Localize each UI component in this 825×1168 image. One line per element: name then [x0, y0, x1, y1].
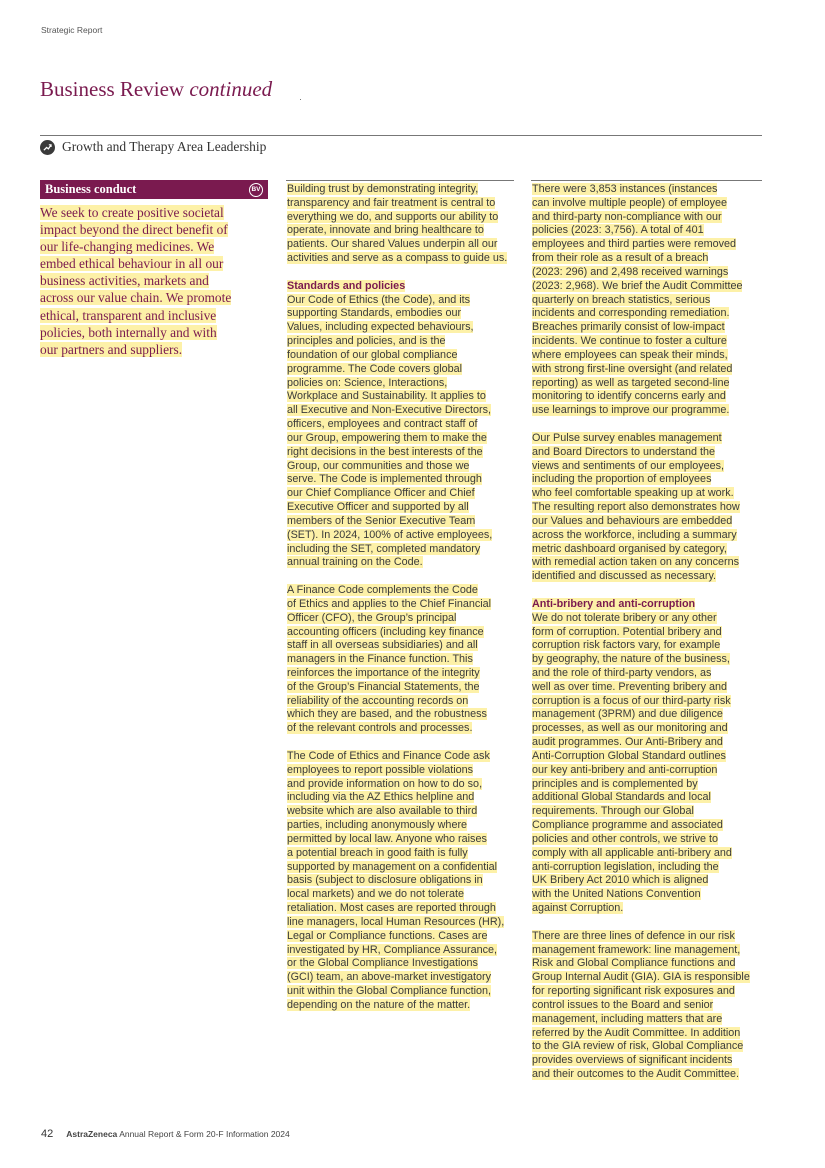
text-line: Breaches primarily consist of low-impact	[532, 321, 725, 334]
text-line: website which are also available to third	[287, 805, 478, 818]
column-divider-middle	[286, 180, 514, 181]
text-line: accounting officers (including key finance	[287, 625, 484, 638]
text-line: who feel comfortable speaking up at work.	[532, 487, 734, 500]
column-right	[532, 183, 764, 1096]
text-line: anti-corruption legislation, including the	[532, 860, 719, 873]
text-line: across our value chain. We promote	[40, 290, 232, 306]
body-paragraph	[287, 280, 519, 570]
body-paragraph	[532, 598, 764, 916]
text-line: with strong first-line oversight (and related	[532, 362, 733, 375]
text-line: permitted by local law. Anyone who raises	[287, 832, 487, 845]
text-line: reinforces the importance of the integrity	[287, 666, 480, 679]
text-line: There are three lines of defence in our risk	[532, 929, 735, 942]
text-line: basis (subject to disclosure obligations in	[287, 874, 483, 887]
text-line: depending on the nature of the matter.	[287, 998, 471, 1011]
text-line: our Chief Compliance Officer and Chief	[287, 487, 475, 500]
text-line: activities and serve as a compass to guide us.	[287, 252, 508, 265]
text-line: Building trust by demonstrating integrity,	[287, 183, 479, 195]
text-line: well as over time. Preventing bribery and	[532, 680, 728, 693]
text-line: impact beyond the direct benefit of	[40, 222, 228, 238]
text-line: annual training on the Code.	[287, 556, 423, 569]
text-line: of the relevant controls and processes.	[287, 722, 473, 735]
text-line: employees and third parties were removed	[532, 238, 737, 251]
business-conduct-header	[40, 180, 268, 199]
text-line: requirements. Through our Global	[532, 805, 694, 818]
text-line: our Group, empowering them to make the	[287, 431, 487, 444]
text-line: policies (2023: 3,756). A total of 401	[532, 224, 704, 237]
text-line: principles and policies, and is the	[287, 335, 446, 348]
section-heading: Standards and policies	[287, 279, 406, 292]
text-line: comply with all applicable anti-bribery and	[532, 846, 732, 859]
text-line: referred by the Audit Committee. In addition	[532, 1026, 741, 1039]
body-paragraph	[532, 432, 764, 584]
text-line: including the proportion of employees	[532, 473, 712, 486]
bv-badge: BV	[249, 183, 263, 197]
text-line: investigated by HR, Compliance Assurance,	[287, 943, 498, 956]
text-line: and the role of third-party vendors, as	[532, 666, 712, 679]
text-line: serve. The Code is implemented through	[287, 473, 482, 486]
text-line: The resulting report also demonstrates how	[532, 501, 740, 514]
text-line: identified and discussed as necessary.	[532, 570, 717, 583]
page-title-continued: continued	[189, 77, 273, 101]
text-line: against Corruption.	[532, 902, 624, 915]
text-line: Risk and Global Compliance functions and	[532, 957, 736, 970]
text-line: control issues to the Board and senior	[532, 998, 714, 1011]
column-divider-right	[531, 180, 762, 181]
text-line: embed ethical behaviour in all our	[40, 256, 224, 272]
text-line: (2023: 296) and 2,498 received warnings	[532, 265, 729, 278]
text-line: (SET). In 2024, 100% of active employees,	[287, 528, 493, 541]
text-line: We seek to create positive societal	[40, 205, 224, 220]
divider-dot	[300, 99, 301, 100]
text-line: Compliance programme and associated	[532, 819, 723, 832]
subsection-heading	[40, 139, 266, 155]
text-line: UK Bribery Act 2010 which is aligned	[532, 874, 709, 887]
body-paragraph	[532, 930, 764, 1082]
section-label: Strategic Report	[41, 25, 103, 35]
text-line: which they are based, and the robustness	[287, 708, 487, 721]
text-line: reliability of the accounting records on	[287, 694, 469, 707]
text-line: of the Group’s Financial Statements, the	[287, 680, 480, 693]
text-line: right decisions in the best interests of the	[287, 445, 483, 458]
text-line: corruption is a focus of our third-party risk	[532, 694, 731, 707]
text-line: programme. The Code covers global	[287, 362, 463, 375]
text-line: transparency and fair treatment is central to	[287, 196, 496, 209]
text-line: employees to report possible violations	[287, 763, 474, 776]
text-line: foundation of our global compliance	[287, 348, 458, 361]
text-line: retaliation. Most cases are reported through	[287, 902, 496, 915]
text-line: We do not tolerate bribery or any other	[532, 611, 717, 624]
text-line: where employees can speak their minds,	[532, 348, 728, 361]
text-line: Anti-Corruption Global Standard outlines	[532, 749, 726, 762]
text-line: officers, employees and contract staff of	[287, 418, 478, 431]
text-line: reporting) as well as targeted second-line	[532, 376, 730, 389]
text-line: Group, our communities and those we	[287, 459, 470, 472]
text-line: our Values and behaviours are embedded	[532, 514, 733, 527]
body-paragraph	[287, 183, 519, 266]
text-line: all Executive and Non-Executive Directors,	[287, 404, 492, 417]
text-line: principles and is complemented by	[532, 777, 698, 790]
text-line: our partners and suppliers.	[40, 341, 183, 357]
text-line: supporting Standards, embodies our	[287, 307, 462, 320]
text-line: additional Global Standards and local	[532, 791, 711, 804]
text-line: Workplace and Sustainability. It applies to	[287, 390, 486, 403]
text-line: parties, including anonymously where	[287, 819, 468, 832]
text-line: use learnings to improve our programme.	[532, 404, 730, 417]
text-line: managers in the Finance function. This	[287, 653, 473, 666]
text-line: policies and other controls, we strive to	[532, 832, 719, 845]
text-line: views and sentiments of our employees,	[532, 459, 725, 472]
column-middle	[287, 183, 519, 1027]
text-line: a potential breach in good faith is fully	[287, 846, 468, 859]
business-conduct-label: Business conduct	[45, 182, 137, 196]
text-line: Group Internal Audit (GIA). GIA is responsible	[532, 971, 750, 984]
text-line: our life-changing medicines. We	[40, 239, 215, 255]
text-line: and provide information on how to do so,	[287, 777, 483, 790]
text-line: Our Pulse survey enables management	[532, 431, 722, 444]
text-line: or the Global Compliance Investigations	[287, 957, 478, 970]
text-line: local markets) and we do not tolerate	[287, 888, 465, 901]
page-number: 42	[41, 1128, 54, 1140]
text-line: metric dashboard organised by category,	[532, 542, 727, 555]
text-line: ethical, transparent and inclusive	[40, 307, 217, 323]
text-line: (2023: 2,968). We brief the Audit Committee	[532, 279, 743, 292]
subsection-label: Growth and Therapy Area Leadership	[62, 139, 267, 154]
text-line: to the GIA review of risk, Global Compliance	[532, 1040, 744, 1053]
text-line: and Board Directors to understand the	[532, 445, 716, 458]
text-line: patients. Our shared Values underpin all our	[287, 238, 498, 251]
footer-report-title: Annual Report & Form 20-F Information 2024	[119, 1129, 290, 1139]
text-line: operate, innovate and bring healthcare to	[287, 224, 484, 237]
top-divider	[40, 135, 762, 136]
text-line: our key anti-bribery and anti-corruption	[532, 763, 718, 776]
text-line: Our Code of Ethics (the Code), and its	[287, 293, 471, 306]
text-line: for reporting significant risk exposures and	[532, 985, 735, 998]
text-line: business activities, markets and	[40, 273, 209, 289]
text-line: can involve multiple people) of employee	[532, 196, 728, 209]
text-line: line managers, local Human Resources (HR),	[287, 915, 505, 928]
text-line: There were 3,853 instances (instances	[532, 183, 718, 195]
text-line: Legal or Compliance functions. Cases are	[287, 929, 488, 942]
text-line: (GCI) team, an above-market investigatory	[287, 971, 492, 984]
business-conduct-intro	[40, 204, 268, 358]
text-line: management framework: line management,	[532, 943, 741, 956]
text-line: Officer (CFO), the Group’s principal	[287, 611, 457, 624]
text-line: supported by management on a confidential	[287, 860, 498, 873]
text-line: with the United Nations Convention	[532, 888, 701, 901]
text-line: and their outcomes to the Audit Committee.	[532, 1068, 740, 1080]
text-line: including via the AZ Ethics helpline and	[287, 791, 475, 804]
text-line: audit programmes. Our Anti-Bribery and	[532, 736, 723, 749]
text-line: provides overviews of significant incidents	[532, 1054, 733, 1067]
text-line: everything we do, and supports our ability to	[287, 210, 499, 223]
text-line: The Code of Ethics and Finance Code ask	[287, 749, 490, 762]
text-line: monitoring to identify concerns early and	[532, 390, 726, 403]
footer-brand: AstraZeneca	[66, 1129, 118, 1139]
text-line: corruption risk factors vary, for example	[532, 639, 721, 652]
text-line: policies, both internally and with	[40, 324, 217, 340]
text-line: including the SET, completed mandatory	[287, 542, 481, 555]
page-footer	[41, 1128, 290, 1140]
text-line: A Finance Code complements the Code	[287, 584, 478, 597]
text-line: Executive Officer and supported by all	[287, 501, 469, 514]
text-line: management (3PRM) and due diligence	[532, 708, 723, 721]
text-line: form of corruption. Potential bribery and	[532, 625, 722, 638]
text-line: from their role as a result of a breach	[532, 252, 709, 265]
text-line: incidents and corresponding remediation.	[532, 307, 730, 320]
body-paragraph	[287, 750, 519, 1013]
text-line: across the workforce, including a summary	[532, 528, 737, 541]
text-line: incidents. We continue to foster a culture	[532, 335, 727, 348]
text-line: quarterly on breach statistics, serious	[532, 293, 711, 306]
page-title	[40, 77, 272, 102]
text-line: processes, as well as our monitoring and	[532, 722, 728, 735]
text-line: management, including matters that are	[532, 1012, 723, 1025]
text-line: and third-party non-compliance with our	[532, 210, 722, 223]
text-line: with remedial action taken on any concerns	[532, 556, 740, 569]
footer-report-info	[66, 1129, 290, 1139]
text-line: of Ethics and applies to the Chief Financial	[287, 597, 492, 610]
section-heading: Anti-bribery and anti-corruption	[532, 597, 696, 610]
body-paragraph	[287, 584, 519, 736]
text-line: members of the Senior Executive Team	[287, 514, 476, 527]
body-paragraph	[532, 183, 764, 418]
page-title-main: Business Review	[40, 77, 185, 101]
text-line: Values, including expected behaviours,	[287, 321, 474, 334]
text-line: unit within the Global Compliance function,	[287, 985, 492, 998]
text-line: by geography, the nature of the business,	[532, 653, 730, 666]
text-line: policies on: Science, Interactions,	[287, 376, 448, 389]
text-line: staff in all overseas subsidiaries) and all	[287, 639, 478, 652]
growth-chart-icon	[40, 140, 55, 155]
